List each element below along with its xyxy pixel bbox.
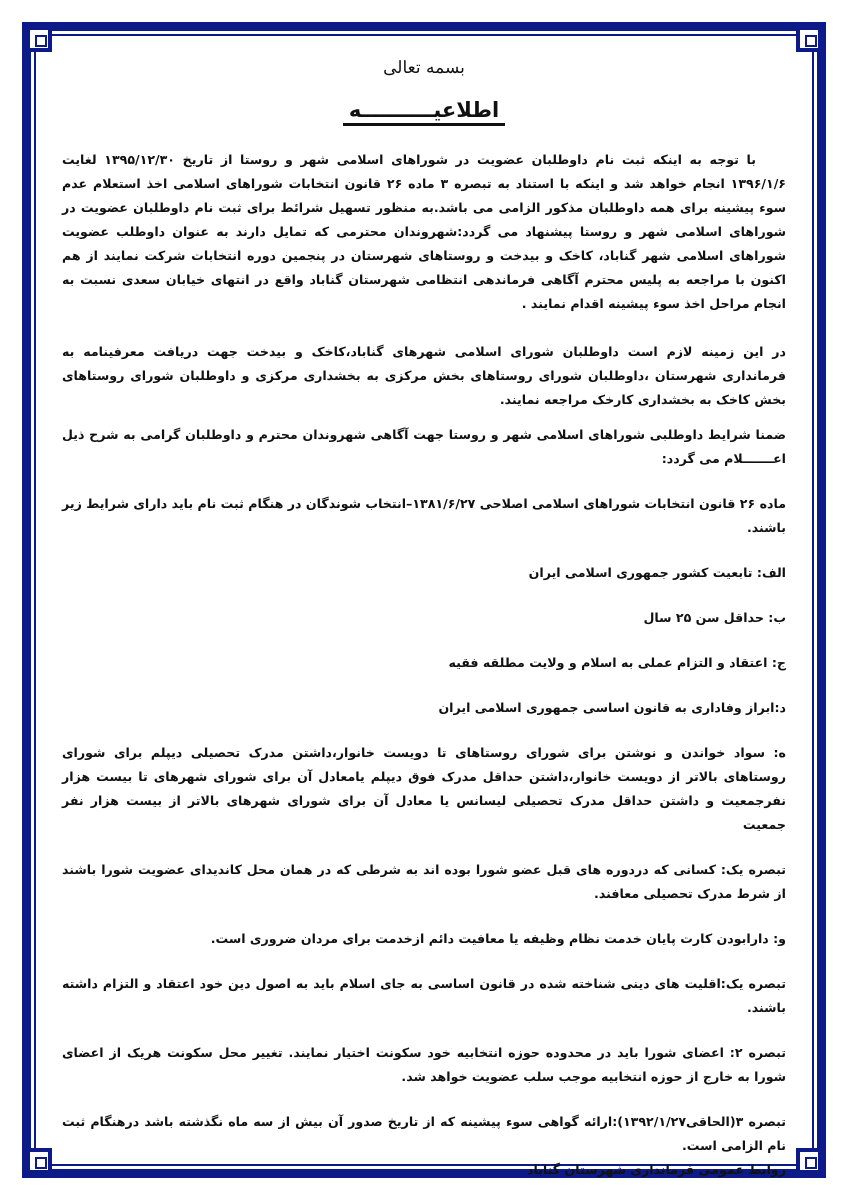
- condition-b: ب: حداقل سن ۲۵ سال: [643, 610, 786, 625]
- signature-line: روابط عمومی فرمانداری شهرستان گناباد: [527, 1162, 786, 1177]
- announcement-title-text: اطلاعیــــــــــه: [343, 98, 505, 126]
- condition-e: ه: سواد خواندن و نوشتن برای شورای روستاهای تا دویست خانوار،داشتن مدرک تحصیلی دیپلم برای شورای روستاهای بالاتر از دویست خانوار،داشتن حداقل مدرک فوق دیپلم یامعادل آن برای شورای شهرهای تا بیست هزار نفرجمعیت و داشتن حداقل مدرک تحصیلی لیسانس یا معادل آن برای شورای شهرهای بالاتر از بیست هزار نفر جمعیت: [62, 745, 786, 832]
- frame-corner-ornament: [26, 26, 52, 52]
- condition-d: د:ابراز وفاداری به قانون اساسی جمهوری اسلامی ایران: [438, 700, 786, 715]
- frame-corner-ornament: [26, 1148, 52, 1174]
- frame-corner-ornament: [796, 1148, 822, 1174]
- note-minorities-paragraph: تبصره یک:اقلیت های دینی شناخته شده در قانون اساسی به جای اسلام باید به اصول دین خود اعتقاد و التزام داشته باشند.: [62, 976, 786, 1015]
- condition-a: الف: تابعیت کشور جمهوری اسلامی ایران: [528, 565, 786, 580]
- conditions-intro-paragraph: ضمنا شرایط داوطلبی شوراهای اسلامی شهر و روستا جهت آگاهی شهروندان محترم و داوطلبان گرامی به شرح ذیل اعـــــــلام می گردد:: [62, 427, 786, 466]
- frame-corner-ornament: [796, 26, 822, 52]
- announcement-body: [62, 58, 786, 1182]
- note-2-paragraph: تبصره ۲: اعضای شورا باید در محدوده حوزه انتخابیه خود سکونت اختیار نمایند. تغییر محل سکونت هریک از اعضای شورا به خارج از حوزه انتخابیه موجب سلب عضویت خواهد شد.: [62, 1045, 786, 1084]
- announcement-title: [62, 98, 786, 126]
- note-3-paragraph: تبصره ۳(الحاقی۱۳۹۲/۱/۲۷):ارائه گواهی سوء پیشینه که از تاریخ صدور آن بیش از سه ماه نگذشته باشد درهنگام ثبت نام الزامی است.: [62, 1114, 786, 1153]
- article-26-paragraph: ماده ۲۶ قانون انتخابات شوراهای اسلامی اصلاحی ۱۳۸۱/۶/۲۷–انتخاب شوندگان در هنگام ثبت نام باید دارای شرایط زیر باشند.: [62, 496, 787, 535]
- basmala-heading: بسمه تعالی: [383, 58, 465, 78]
- condition-c: ج: اعتقاد و التزام عملی به اسلام و ولایت مطلقه فقیه: [448, 655, 786, 670]
- note-1-paragraph: تبصره یک: کسانی که دردوره های قبل عضو شورا بوده اند به شرطی که در همان محل کاندیدای عضویت شورا باشند از شرط مدرک تحصیلی معافند.: [62, 862, 786, 901]
- registration-paragraph: در این زمینه لازم است داوطلبان شورای اسلامی شهرهای گناباد،کاخک و بیدخت جهت دریافت معرفینامه به فرمانداری شهرستان ،داوطلبان شورای روستاهای بخش مرکزی به بخشداری مرکزی و داوطلبان شورای روستاهای بخش کاخک به بخشداری کارخک مراجعه نمایند.: [62, 344, 786, 407]
- condition-f: و: دارابودن کارت پایان خدمت نظام وظیفه یا معافیت دائم ازخدمت برای مردان ضروری است.: [210, 931, 786, 946]
- intro-paragraph: با توجه به اینکه ثبت نام داوطلبان عضویت در شوراهای اسلامی شهر و روستا از تاریخ ۱۳۹۵/۱۲/۳۰ لغایت ۱۳۹۶/۱/۶ انجام خواهد شد و اینکه با استناد به تبصره ۳ ماده ۲۶ قانون انتخابات شوراهای اسلامی اخذ استعلام عدم سوء پیشینه برای همه داوطلبان مذکور الزامی می باشد.به منظور تسهیل شرائط برای ثبت نام داوطلبان عضویت در شوراهای اسلامی شهر و روستا پیشنهاد می گردد:شهروندان محترمی که تمایل دارند به عنوان داوطلب عضویت شوراهای اسلامی شهر گناباد، کاخک و بیدخت و روستاهای شهرستان در پنجمین دوره انتخابات شرکت نمایند از هم اکنون با مراجعه به پلیس محترم آگاهی فرماندهی انتظامی شهرستان گناباد واقع در انتهای خیابان سعدی نسبت به انجام مراحل اخذ سوء پیشینه اقدام نمایند .: [62, 152, 786, 311]
